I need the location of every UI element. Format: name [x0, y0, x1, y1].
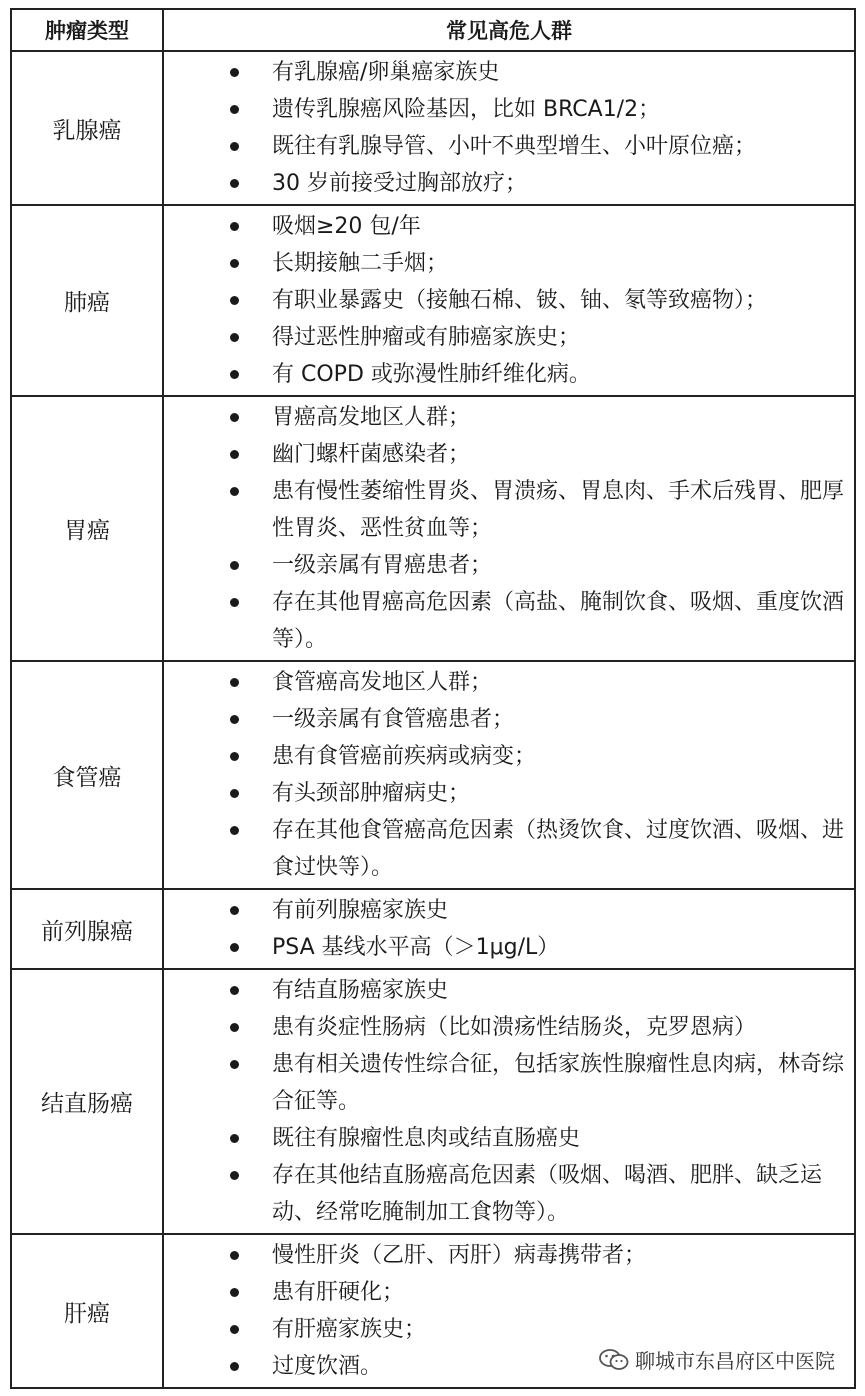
list-item: 长期接触二手烟； — [164, 245, 854, 282]
tumor-type-cell: 食管癌 — [11, 661, 163, 889]
tumor-type-cell: 乳腺癌 — [11, 51, 163, 205]
tumor-type-cell: 肝癌 — [11, 1234, 163, 1388]
list-item: 患有炎症性肠病（比如溃疡性结肠炎，克罗恩病） — [164, 1009, 854, 1046]
table-body — [11, 51, 855, 1388]
list-item: 有乳腺癌/卵巢癌家族史 — [164, 54, 854, 91]
list-item: 吸烟≥20 包/年 — [164, 208, 854, 245]
list-item: 既往有乳腺导管、小叶不典型增生、小叶原位癌； — [164, 128, 854, 165]
list-item: 患有食管癌前疾病或病变； — [164, 738, 854, 775]
table-row — [11, 889, 855, 969]
table-row — [11, 661, 855, 889]
list-item: 遗传乳腺癌风险基因，比如 BRCA1/2； — [164, 91, 854, 128]
list-item: 既往有腺瘤性息肉或结直肠癌史 — [164, 1120, 854, 1157]
risk-table — [10, 8, 856, 1389]
watermark — [595, 1343, 839, 1376]
list-item: 存在其他结直肠癌高危因素（吸烟、喝酒、肥胖、缺乏运动、经常吃腌制加工食物等）。 — [164, 1157, 854, 1231]
list-item: 患有慢性萎缩性胃炎、胃溃疡、胃息肉、手术后残胃、肥厚性胃炎、恶性贫血等； — [164, 473, 854, 547]
tumor-type-cell: 前列腺癌 — [11, 889, 163, 969]
risk-list-cell — [163, 889, 855, 969]
list-item: 一级亲属有胃癌患者； — [164, 547, 854, 584]
risk-list-cell — [163, 205, 855, 396]
risk-list — [164, 972, 854, 1231]
risk-list — [164, 208, 854, 393]
risk-list-cell — [163, 51, 855, 205]
risk-list-cell — [163, 969, 855, 1234]
table-row — [11, 396, 855, 661]
list-item: 存在其他胃癌高危因素（高盐、腌制饮食、吸烟、重度饮酒等）。 — [164, 584, 854, 658]
list-item: 胃癌高发地区人群； — [164, 399, 854, 436]
risk-list — [164, 664, 854, 886]
list-item: 存在其他食管癌高危因素（热烫饮食、过度饮酒、吸烟、进食过快等）。 — [164, 812, 854, 886]
list-item: 有前列腺癌家族史 — [164, 892, 854, 929]
list-item: 患有肝硬化； — [164, 1274, 854, 1311]
list-item: 有 COPD 或弥漫性肺纤维化病。 — [164, 356, 854, 393]
list-item: 食管癌高发地区人群； — [164, 664, 854, 701]
tumor-type-cell: 结直肠癌 — [11, 969, 163, 1234]
risk-list — [164, 399, 854, 658]
table-row — [11, 969, 855, 1234]
risk-list-cell — [163, 661, 855, 889]
list-item: 一级亲属有食管癌患者； — [164, 701, 854, 738]
document-page — [10, 8, 854, 1389]
risk-list-cell — [163, 396, 855, 661]
list-item: 有结直肠癌家族史 — [164, 972, 854, 1009]
tumor-type-cell: 胃癌 — [11, 396, 163, 661]
header-tumor-type: 肿瘤类型 — [11, 9, 163, 51]
list-item: 有头颈部肿瘤病史； — [164, 775, 854, 812]
table-row — [11, 51, 855, 205]
list-item: 过度饮酒。 — [164, 1348, 854, 1385]
tumor-type-cell: 肺癌 — [11, 205, 163, 396]
header-high-risk-groups: 常见高危人群 — [163, 9, 855, 51]
list-item: 30 岁前接受过胸部放疗； — [164, 165, 854, 202]
list-item: 慢性肝炎（乙肝、丙肝）病毒携带者； — [164, 1237, 854, 1274]
list-item: 患有相关遗传性综合征，包括家族性腺瘤性息肉病，林奇综合征等。 — [164, 1046, 854, 1120]
list-item: 幽门螺杆菌感染者； — [164, 436, 854, 473]
risk-list — [164, 892, 854, 966]
table-header-row — [11, 9, 855, 51]
list-item: 得过恶性肿瘤或有肺癌家族史； — [164, 319, 854, 356]
risk-list — [164, 54, 854, 202]
list-item: 有肝癌家族史； — [164, 1311, 854, 1348]
list-item: 有职业暴露史（接触石棉、铍、铀、氡等致癌物）； — [164, 282, 854, 319]
list-item: PSA 基线水平高（＞1μg/L） — [164, 929, 854, 966]
table-row — [11, 205, 855, 396]
watermark-text: 聊城市东昌府区中医院 — [635, 1349, 835, 1373]
wechat-icon — [599, 1348, 629, 1372]
